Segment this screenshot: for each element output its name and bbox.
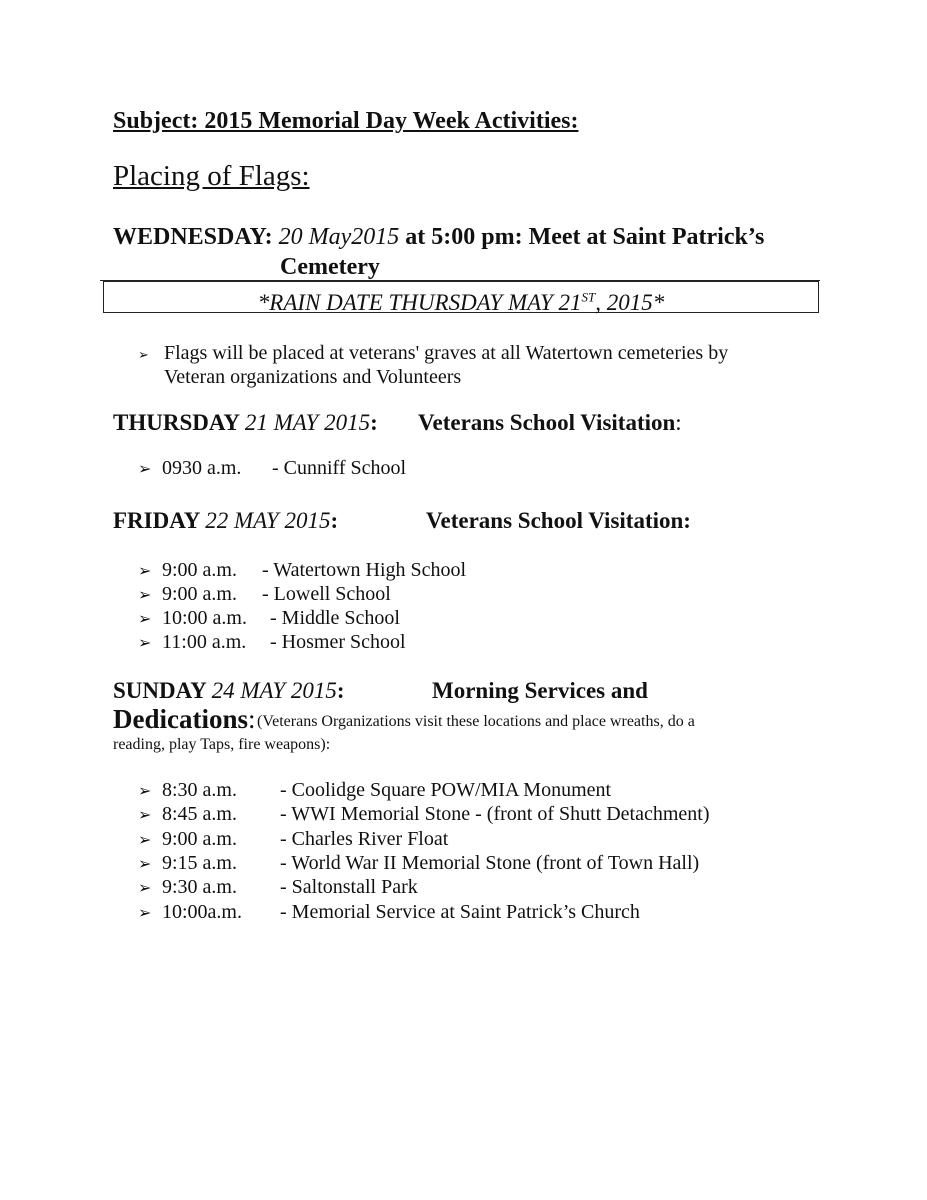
sunday-heading: SUNDAY 24 MAY 2015:	[113, 678, 345, 703]
list-item: ➢ 9:30 a.m. - Saltonstall Park	[138, 876, 418, 898]
list-item: ➢ 11:00 a.m. - Hosmer School	[138, 631, 406, 653]
arrow-bullet-icon: ➢	[138, 830, 152, 849]
wednesday-heading-line2: Cemetery	[280, 254, 380, 280]
dedications-heading: Dedications:	[113, 704, 256, 734]
wednesday-bullet: ➢ Flags will be placed at veterans' graves at all Watertown cemeteries by	[138, 341, 728, 368]
arrow-bullet-icon: ➢	[138, 781, 152, 800]
wednesday-day: WEDNESDAY:	[113, 224, 273, 250]
list-item: ➢ 10:00a.m. - Memorial Service at Saint Patrick’s Church	[138, 901, 640, 923]
thursday-title: Veterans School Visitation:	[418, 410, 682, 435]
list-item: ➢ 9:15 a.m. - World War II Memorial Stone (front of Town Hall)	[138, 852, 700, 874]
wednesday-heading	[113, 224, 764, 251]
arrow-bullet-icon: ➢	[138, 609, 152, 628]
wednesday-rest: at 5:00 pm: Meet at Saint Patrick’s	[405, 224, 765, 250]
arrow-bullet-icon: ➢	[138, 348, 149, 363]
friday-title: Veterans School Visitation:	[426, 508, 691, 533]
thursday-heading: THURSDAY 21 MAY 2015:	[113, 410, 378, 435]
list-item: ➢ 9:00 a.m. - Lowell School	[138, 583, 391, 605]
list-item: ➢ 10:00 a.m. - Middle School	[138, 607, 400, 629]
sunday-note-line1: (Veterans Organizations visit these locations and place wreaths, do a	[257, 713, 695, 730]
arrow-bullet-icon: ➢	[138, 805, 152, 824]
subject-line: Subject: 2015 Memorial Day Week Activities:	[113, 108, 579, 134]
arrow-bullet-icon: ➢	[138, 585, 152, 604]
list-item: ➢ 8:45 a.m. - WWI Memorial Stone - (front of Shutt Detachment)	[138, 803, 710, 825]
friday-heading: FRIDAY 22 MAY 2015:	[113, 508, 339, 533]
section-title: Placing of Flags:	[113, 160, 310, 192]
arrow-bullet-icon: ➢	[138, 878, 152, 897]
list-item: ➢ 0930 a.m. - Cunniff School	[138, 457, 407, 479]
wednesday-date: 20 May2015	[278, 224, 400, 250]
sunday-note-line2: reading, play Taps, fire weapons):	[113, 736, 331, 753]
rain-date-box	[103, 281, 819, 313]
wednesday-bullet-line2: Veteran organizations and Volunteers	[164, 366, 462, 388]
list-item: ➢ 9:00 a.m. - Watertown High School	[138, 559, 467, 581]
rain-date-text: *RAIN DATE THURSDAY MAY 21ST, 2015*	[257, 289, 665, 315]
arrow-bullet-icon: ➢	[138, 561, 152, 580]
list-item: ➢ 9:00 a.m. - Charles River Float	[138, 828, 449, 850]
arrow-bullet-icon: ➢	[138, 459, 152, 478]
arrow-bullet-icon: ➢	[138, 633, 152, 652]
sunday-title: Morning Services and	[432, 678, 648, 703]
list-item: ➢ 8:30 a.m. - Coolidge Square POW/MIA Monument	[138, 779, 612, 801]
arrow-bullet-icon: ➢	[138, 854, 152, 873]
arrow-bullet-icon: ➢	[138, 903, 152, 922]
